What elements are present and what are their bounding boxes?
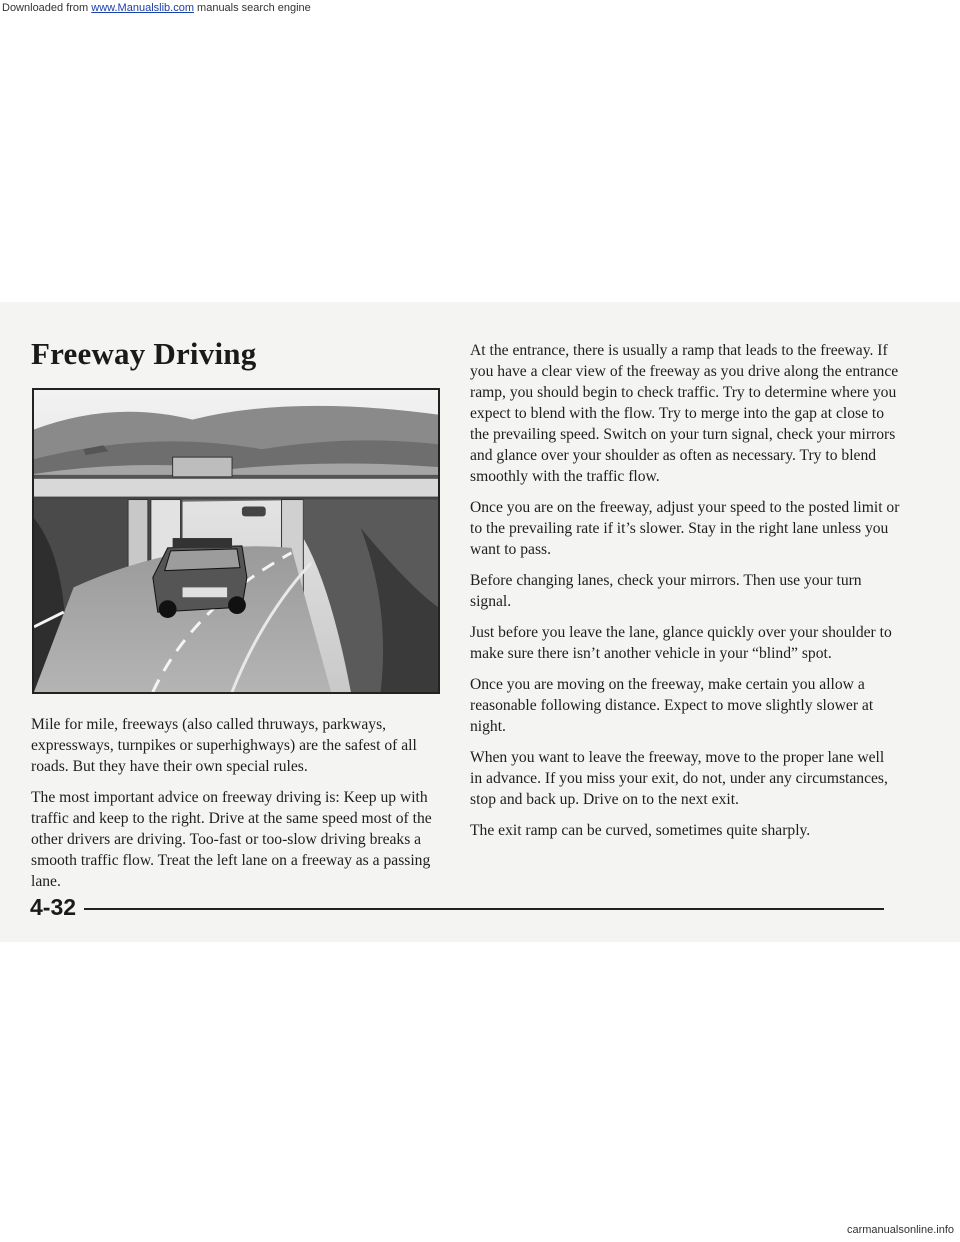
banner-prefix: Downloaded from: [2, 2, 92, 14]
page-number: 4-32: [30, 894, 77, 920]
left-column: [31, 714, 451, 902]
manualslib-link[interactable]: www.Manualslib.com: [91, 2, 194, 14]
paragraph: The most important advice on freeway driving is: Keep up with traffic and keep to the right. Drive at the same speed most of the other drivers are driving. Too-fast or too-slow driving breaks a smooth traffic flow. Treat the left lane on a freeway as a passing lane.: [31, 789, 432, 890]
paragraph: Once you are on the freeway, adjust your speed to the posted limit or to the prevailing rate if it’s slower. Stay in the right lane unless you want to pass.: [470, 499, 900, 558]
paragraph: Before changing lanes, check your mirrors. Then use your turn signal.: [470, 572, 862, 610]
freeway-illustration: [32, 388, 440, 694]
download-banner: [0, 2, 960, 16]
freeway-illustration-icon: [34, 390, 438, 692]
page-title: Freeway Driving: [31, 336, 257, 371]
right-column: [470, 340, 900, 851]
paragraph: The exit ramp can be curved, sometimes quite sharply.: [470, 822, 811, 839]
paragraph: Just before you leave the lane, glance quickly over your shoulder to make sure there isn’t another vehicle in your “blind” spot.: [470, 624, 892, 662]
footer-divider: [84, 908, 884, 910]
watermark-text: carmanualsonline.info: [846, 1224, 954, 1236]
download-banner-text: [2, 2, 311, 14]
paragraph: At the entrance, there is usually a ramp that leads to the freeway. If you have a clear view of the freeway as you drive along the entrance ramp, you should begin to check traffic. Try to determine where you expect to blend with the flow. Try to merge into the gap at close to the prevailing speed. Switch on your turn signal, check your mirrors and glance over your shoulder as often as necessary. Try to blend smoothly with the traffic flow.: [470, 342, 899, 485]
paragraph: Once you are moving on the freeway, make certain you allow a reasonable following distance. Expect to move slightly slower at night.: [470, 676, 874, 735]
banner-suffix: manuals search engine: [193, 2, 311, 14]
paragraph: Mile for mile, freeways (also called thruways, parkways, expressways, turnpikes or superhighways) are the safest of all roads. But they have their own special rules.: [31, 716, 417, 775]
paragraph: When you want to leave the freeway, move to the proper lane well in advance. If you miss your exit, do not, under any circumstances, stop and back up. Drive on to the next exit.: [470, 749, 888, 808]
watermark-bar: [0, 1224, 960, 1238]
